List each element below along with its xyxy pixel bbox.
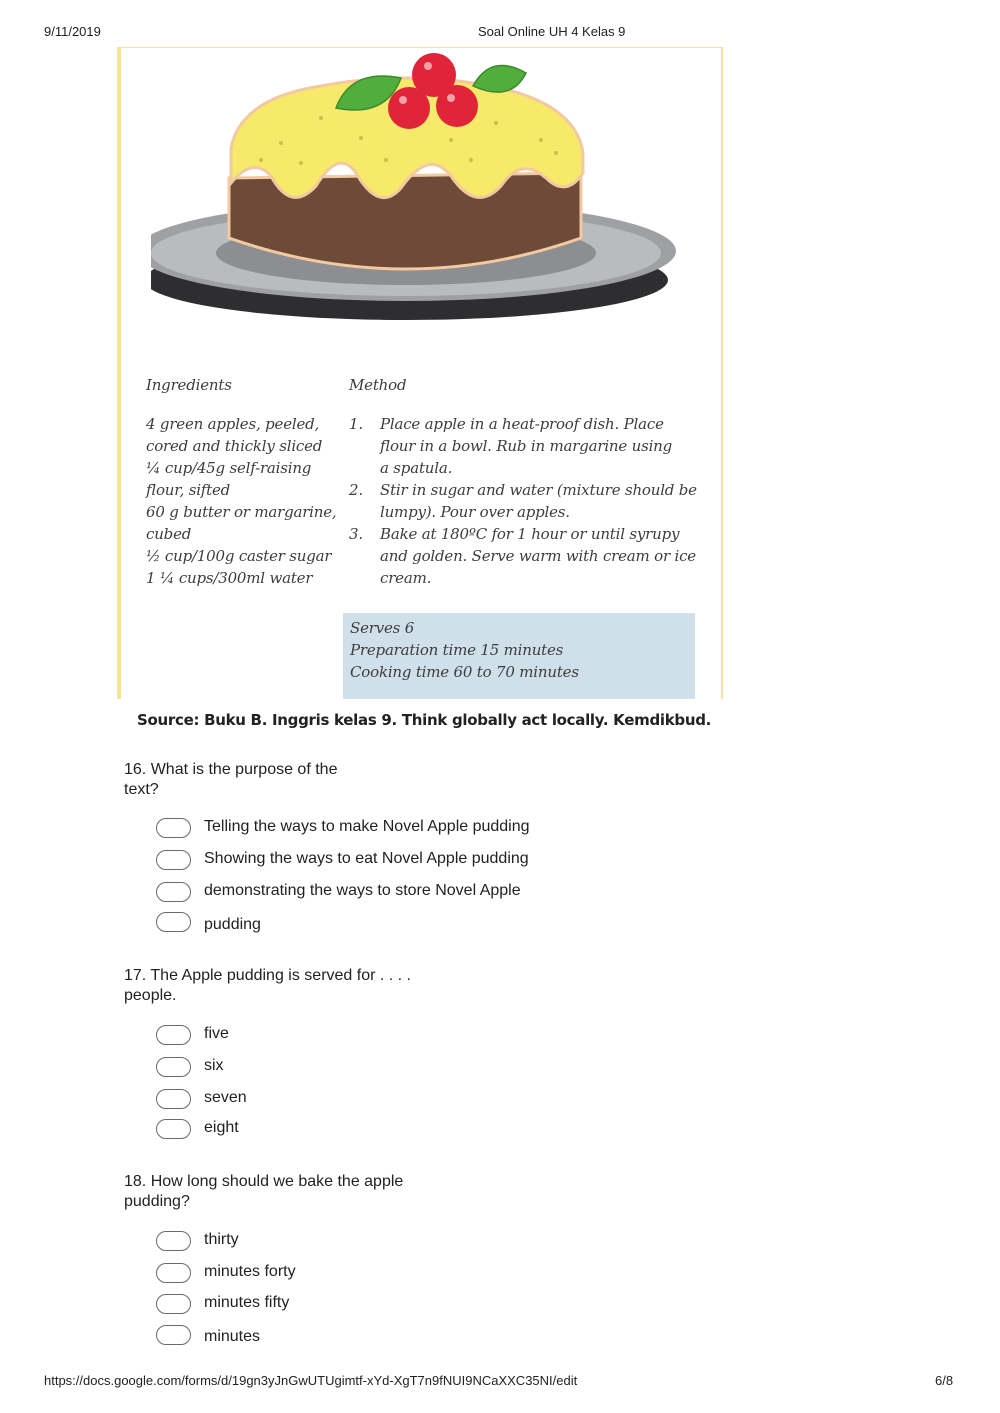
radio-button[interactable]: [156, 882, 191, 902]
print-date: 9/11/2019: [44, 24, 101, 39]
question-title-line: people.: [124, 987, 177, 1004]
option-label: demonstrating the ways to store Novel Apple: [204, 882, 521, 899]
radio-button[interactable]: [156, 1263, 191, 1283]
step-line: and golden. Serve warm with cream or ice: [380, 547, 696, 565]
question-title-line: 16. What is the purpose of the: [124, 761, 338, 778]
step-line: Place apple in a heat-proof dish. Place: [380, 415, 664, 433]
method-list: [349, 413, 699, 589]
ingredient-line: 60 g butter or margarine,: [146, 503, 337, 521]
method-step: [349, 523, 699, 589]
option-label: pudding: [204, 916, 261, 933]
ingredient-line: cored and thickly sliced: [146, 437, 323, 455]
option-label: minutes fifty: [204, 1294, 290, 1311]
radio-button[interactable]: [156, 1057, 191, 1077]
option-label: minutes forty: [204, 1263, 296, 1280]
radio-button[interactable]: [156, 1294, 191, 1314]
preparation-time-text: Preparation time 15 minutes: [350, 641, 564, 659]
serves-text: Serves 6: [350, 619, 415, 637]
option-label: Showing the ways to eat Novel Apple pudding: [204, 850, 529, 867]
option-label: Telling the ways to make Novel Apple pudding: [204, 818, 530, 835]
method-heading: Method: [349, 376, 407, 394]
question-16-title: [124, 760, 337, 800]
ingredient-line: cubed: [146, 525, 192, 543]
step-line: Bake at 180ºC for 1 hour or until syrupy: [380, 525, 680, 543]
step-number: 3.: [349, 525, 363, 543]
ingredients-heading: Ingredients: [146, 376, 232, 394]
recipe-info-box: [343, 613, 695, 699]
radio-button[interactable]: [156, 1089, 191, 1109]
ingredient-line: 1 ¼ cups/300ml water: [146, 569, 313, 587]
ingredient-line: flour, sifted: [146, 481, 231, 499]
radio-button[interactable]: [156, 1119, 191, 1139]
source-caption: Source: Buku B. Inggris kelas 9. Think globally act locally. Kemdikbud.: [137, 711, 712, 729]
radio-button[interactable]: [156, 912, 191, 932]
form-title: Soal Online UH 4 Kelas 9: [478, 24, 626, 39]
option-label: minutes: [204, 1328, 261, 1345]
step-line: Stir in sugar and water (mixture should be: [380, 481, 697, 499]
step-line: lumpy). Pour over apples.: [380, 503, 570, 521]
step-line: flour in a bowl. Rub in margarine using: [380, 437, 673, 455]
option-label: seven: [204, 1089, 247, 1106]
step-number: 1.: [349, 415, 363, 433]
step-line: a spatula.: [380, 459, 453, 477]
radio-button[interactable]: [156, 1231, 191, 1251]
page-number: 6/8: [935, 1373, 954, 1388]
step-line: cream.: [380, 569, 432, 587]
option-label: five: [204, 1025, 229, 1042]
method-step: [349, 413, 699, 479]
question-title-line: 17. The Apple pudding is served for . . . .: [124, 967, 411, 984]
cooking-time-text: Cooking time 60 to 70 minutes: [350, 663, 579, 681]
question-17-title: [124, 966, 411, 1006]
radio-button[interactable]: [156, 818, 191, 838]
question-title-line: 18. How long should we bake the apple: [124, 1173, 404, 1190]
ingredients-list: [146, 413, 346, 589]
ingredient-line: ½ cup/100g caster sugar: [146, 547, 332, 565]
radio-button[interactable]: [156, 1325, 191, 1345]
question-title-line: text?: [124, 781, 159, 798]
question-title-line: pudding?: [124, 1193, 190, 1210]
option-label: eight: [204, 1119, 239, 1136]
cake-illustration-icon: [151, 48, 711, 338]
radio-button[interactable]: [156, 1025, 191, 1045]
option-label: six: [204, 1057, 224, 1074]
option-label: thirty: [204, 1231, 239, 1248]
recipe-card: [117, 47, 723, 699]
method-step: [349, 479, 699, 523]
footer-url: https://docs.google.com/forms/d/19gn3yJnGwUTUgimtf-xYd-XgT7n9fNUI9NCaXXC35NI/edit: [44, 1373, 578, 1388]
radio-button[interactable]: [156, 850, 191, 870]
question-18-title: [124, 1172, 403, 1212]
step-number: 2.: [349, 481, 363, 499]
ingredient-line: 4 green apples, peeled,: [146, 415, 320, 433]
ingredient-line: ¼ cup/45g self-raising: [146, 459, 312, 477]
